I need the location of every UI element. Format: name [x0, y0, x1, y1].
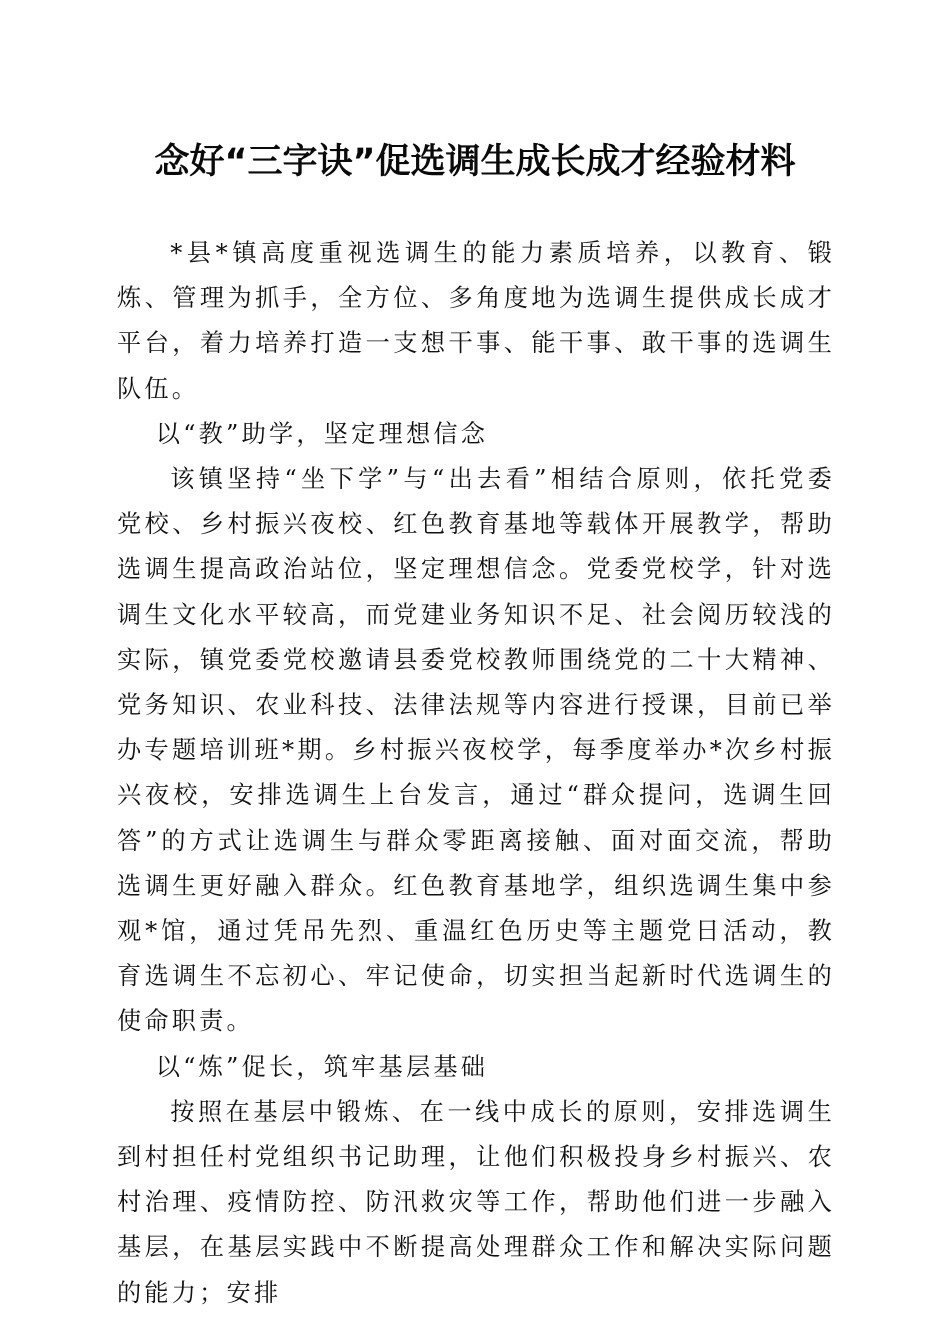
section-heading-train: 以“炼”促长，筑牢基层基础	[155, 1052, 489, 1081]
intro-paragraph: *县*镇高度重视选调生的能力素质培养，以教育、锻炼、管理为抓手，全方位、多角度地为选调生提供成长成才平台，着力培养打造一支想干事、能干事、敢干事的选调生队伍。	[117, 239, 835, 403]
train-paragraph: 按照在基层中锻炼、在一线中成长的原则，安排选调生到村担任村党组织书记助理，让他们积极投身乡村振兴、农村治理、疫情防控、防汛救灾等工作，帮助他们进一步融入基层，在基层实践中不断提高处理群众工作和解决实际问题的能力；安排	[117, 1097, 835, 1307]
teach-paragraph: 该镇坚持“坐下学”与“出去看”相结合原则，依托党委党校、乡村振兴夜校、红色教育基地等载体开展教学，帮助选调生提高政治站位，坚定理想信念。党委党校学，针对选调生文化水平较高，而党建业务知识不足、社会阅历较浅的实际，镇党委党校邀请县委党校教师围绕党的二十大精神、党务知识、农业科技、法律法规等内容进行授课，目前已举办专题培训班*期。乡村振兴夜校学，每季度举办*次乡村振兴夜校，安排选调生上台发言，通过“群众提问，选调生回答”的方式让选调生与群众零距离接触、面对面交流，帮助选调生更好融入群众。红色教育基地学，组织选调生集中参观*馆，通过凭吊先烈、重温红色历史等主题党日活动，教育选调生不忘初心、牢记使命，切实担当起新时代选调生的使命职责。	[117, 465, 835, 1036]
document-title: 念好“三字诀”促选调生成长成才经验材料	[154, 142, 796, 182]
document-body	[117, 231, 835, 1316]
section-heading-teach: 以“教”助学，坚定理想信念	[155, 419, 489, 448]
